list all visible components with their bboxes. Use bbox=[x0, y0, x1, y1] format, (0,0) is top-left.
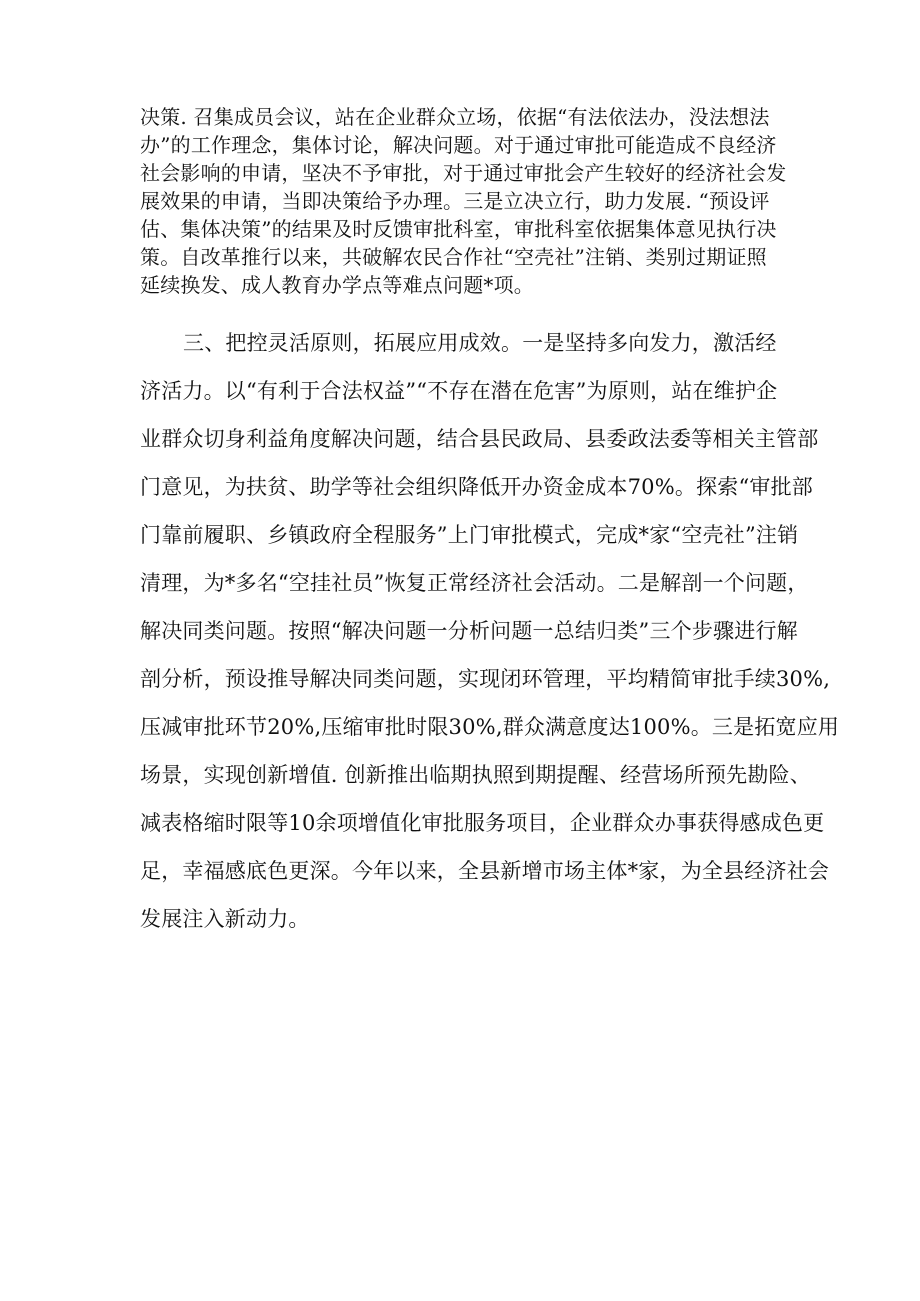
text-line: 发展注入新动力。 bbox=[140, 907, 310, 931]
text-line: 清理，为*多名“空挂社员”恢复正常经济社会活动。二是解剖一个问题， bbox=[140, 571, 809, 595]
text-line: 门靠前履职、乡镇政府全程服务”上门审批模式，完成*家“空壳社”注销 bbox=[140, 523, 799, 547]
text-line: 决策. 召集成员会议，站在企业群众立场，依据“有法依法办，没法想法 bbox=[140, 105, 770, 129]
text-line: 展效果的申请，当即决策给予办理。三是立决立行，助力发展. “预设评 bbox=[140, 189, 770, 213]
text-line: 减表格缩时限等10余项增值化审批服务项目，企业群众办事获得感成色更 bbox=[140, 811, 825, 835]
text-line: 济活力。以“有利于合法权益”“不存在潜在危害”为原则，站在维护企 bbox=[140, 379, 778, 403]
text-line: 足，幸福感底色更深。今年以来，全县新增市场主体*家，为全县经济社会 bbox=[140, 859, 830, 883]
text-line: 门意见，为扶贫、助学等社会组织降低开办资金成本70%。探索“审批部 bbox=[140, 475, 814, 499]
text-line: 三、把控灵活原则，拓展应用成效。一是坚持多向发力，激活经 bbox=[183, 331, 777, 355]
text-line: 延续换发、成人教育办学点等难点问题*项。 bbox=[140, 273, 534, 297]
text-line: 场景，实现创新增值. 创新推出临期执照到期提醒、经营场所预先勘险、 bbox=[140, 763, 811, 787]
text-line: 业群众切身利益角度解决问题，结合县民政局、县委政法委等相关主管部 bbox=[140, 427, 819, 451]
text-line: 办”的工作理念，集体讨论，解决问题。对于通过审批可能造成不良经济 bbox=[140, 133, 777, 157]
text-line: 解决同类问题。按照“解决问题一分析问题一总结归类”三个步骤进行解 bbox=[140, 619, 798, 643]
text-line: 估、集体决策”的结果及时反馈审批科室，审批科室依据集体意见执行决 bbox=[140, 217, 777, 241]
text-line: 剖分析，预设推导解决同类问题，实现闭环管理，平均精简审批手续30%, bbox=[140, 667, 831, 691]
text-line: 策。自改革推行以来，共破解农民合作社“空壳社”注销、类别过期证照 bbox=[140, 245, 767, 269]
text-line: 压减审批环节20%,压缩审批时限30%,群众满意度达100%。三是拓宽应用 bbox=[140, 715, 840, 739]
text-line: 社会影响的申请，坚决不予审批，对于通过审批会产生较好的经济社会发 bbox=[140, 161, 787, 185]
